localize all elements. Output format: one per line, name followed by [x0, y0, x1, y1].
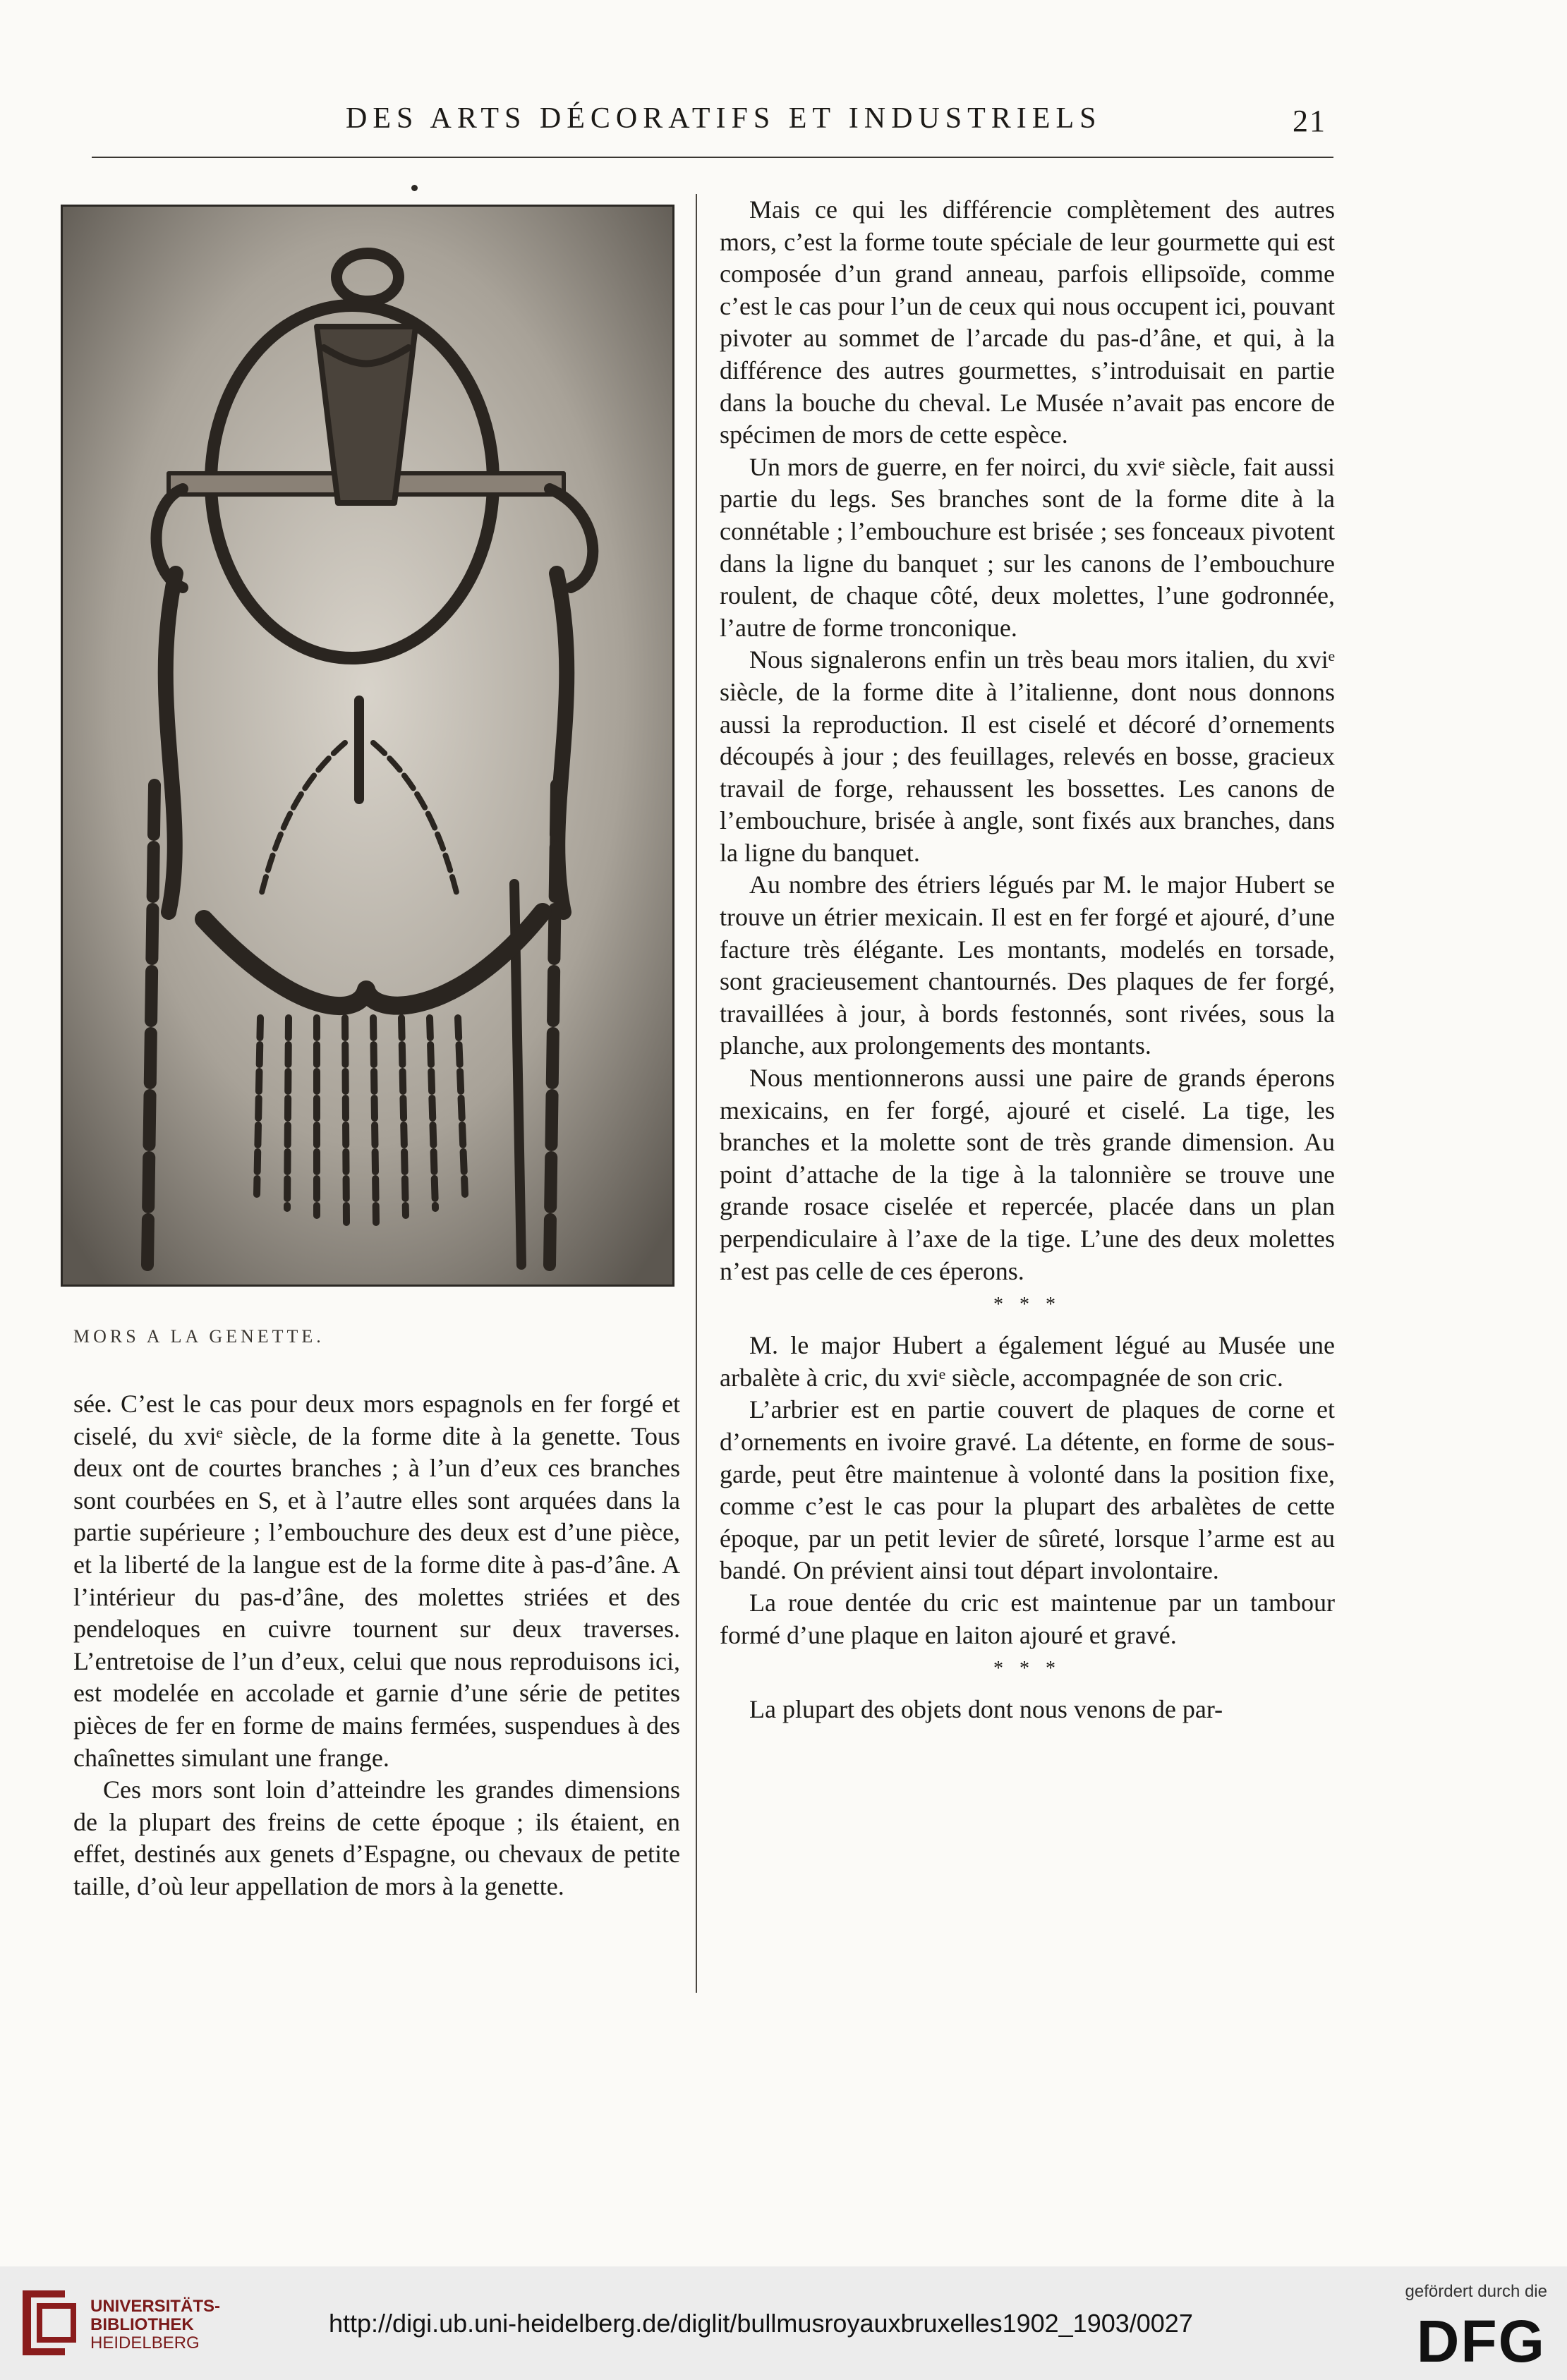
section-asterism: * * * — [993, 1294, 1061, 1316]
digitization-footer — [0, 2266, 1567, 2380]
funded-by-label: gefördert durch die — [1405, 2282, 1547, 2301]
paragraph: La roue dentée du cric est maintenue par un tambour formé d’une plaque en laiton ajouré et gravé. — [720, 1588, 1335, 1649]
institution-line: BIBLIOTHEK — [90, 2315, 194, 2334]
institution-line: HEIDELBERG — [90, 2333, 200, 2352]
source-url-link[interactable]: http://digi.ub.uni-heidelberg.de/diglit/bullmusroyauxbruxelles1902_1903/0027 — [329, 2309, 1193, 2338]
figure-photo — [61, 205, 674, 1287]
right-column — [720, 194, 1335, 1726]
paragraph: Au nombre des étriers légués par M. le major Hubert se trouve un étrier mexicain. Il est en fer forgé et ajouré, d’une facture très élégante. Les montants, modelés en torsade, sont gracieusement chantournés. Des plaques de fer forgé, travaillées à jour, à bords festonnés, sont rivées, sous la planche, aux prolongements des montants. — [720, 870, 1335, 1060]
institution-name — [90, 2297, 220, 2352]
section-asterism: * * * — [993, 1658, 1061, 1680]
paragraph: Ces mors sont loin d’atteindre les grandes dimensions de la plupart des freins de cette époque ; ils étaient, en effet, destinés aux genets d’Espagne, ou chevaux de petite taille, d’où leur appellation de mors à la genette. — [73, 1775, 680, 1900]
paragraph: sée. C’est le cas pour deux mors espagnols en fer forgé et ciselé, du xviᵉ siècle, de la forme dite à la genette. Tous deux ont de courtes branches ; à l’un d’eux ces branches sont courbées en S, et à l’autre elles sont arquées dans la partie supérieure ; l’embouchure des deux est d’une pièce, et la liberté de la langue est de la forme dite à pas-d’âne. A l’intérieur du pas-d’âne, des molettes striées et des pendeloques en cuivre tournent sur deux traverses. L’entretoise de l’un d’eux, celui que nous reproduisons ici, est modelée en accolade et garnie d’une série de petites pièces de fer en forme de mains fermées, suspendues à des chaînettes simulant une frange. — [73, 1390, 680, 1772]
column-divider — [696, 194, 697, 1993]
page-number: 21 — [1293, 104, 1326, 138]
ornament-dot — [411, 185, 418, 191]
dfg-logo: DFG — [1416, 2308, 1546, 2374]
figure-caption: MORS A LA GENETTE. — [73, 1326, 325, 1347]
paragraph: L’arbrier est en partie couvert de plaques de corne et d’ornements en ivoire gravé. La détente, en forme de sous-garde, peut être maintenue à volonté dans la position fixe, comme c’est le cas pour la plupart des arbalètes de cette époque, par un petit levier de sûreté, lorsque l’arme est au bandé. On prévient ainsi tout départ involontaire. — [720, 1395, 1335, 1585]
paragraph: Mais ce qui les différencie complètement des autres mors, c’est la forme toute spéciale de leur gourmette qui est composée d’un grand anneau, parfois ellipsoïde, comme c’est le cas pour l’un de ceux qui nous occupent ici, pouvant pivoter au sommet de l’arcade du pas-d’âne, et qui, à la différence des autres gourmettes, s’introduisait en partie dans la bouche du cheval. Le Musée n’avait pas encore de spécimen de mors de cette espèce. — [720, 195, 1335, 449]
running-head — [141, 99, 1333, 141]
left-column — [73, 1388, 680, 1903]
paragraph: La plupart des objets dont nous venons de par- — [749, 1695, 1223, 1724]
paragraph: Nous signalerons enfin un très beau mors italien, du xviᵉ siècle, de la forme dite à l’italienne, dont nous donnons aussi la reproduction. Il est ciselé et décoré d’ornements découpés à jour ; des feuillages, relevés en bosse, gracieux travail de forge, rehaussent les bossettes. Les canons de l’embouchure, brisée à angle, sont fixés aux branches, dans la ligne du banquet. — [720, 645, 1335, 867]
institution-line: UNIVERSITÄTS- — [90, 2297, 221, 2316]
paragraph: M. le major Hubert a également légué au Musée une arbalète à cric, du xviᵉ siècle, accompagnée de son cric. — [720, 1331, 1335, 1392]
header-rule — [92, 157, 1333, 158]
paragraph: Un mors de guerre, en fer noirci, du xviᵉ siècle, fait aussi partie du legs. Ses branches sont de la forme dite à la connétable ; l’embouchure est brisée ; ses fonceaux pivotent dans la ligne du banquet ; sur les canons de l’embouchure roulent, de chaque côté, deux molettes, l’une godronnée, l’autre de forme tronconique. — [720, 452, 1335, 642]
running-title: DES ARTS DÉCORATIFS ET INDUSTRIELS — [346, 102, 1102, 135]
university-library-logo-icon — [16, 2283, 80, 2362]
paragraph: Nous mentionnerons aussi une paire de grands éperons mexicains, en fer forgé, ajouré et ciselé. La tige, les branches et la molette sont de très grande dimension. Au point d’attache de la tige à la talonnière se trouve une grande rosace ciselée et repercée, placée dans un plan perpendiculaire à l’axe de la tige. L’une des deux molettes n’est pas celle de ces éperons. — [720, 1064, 1335, 1285]
horse-bit-illustration — [63, 207, 672, 1285]
